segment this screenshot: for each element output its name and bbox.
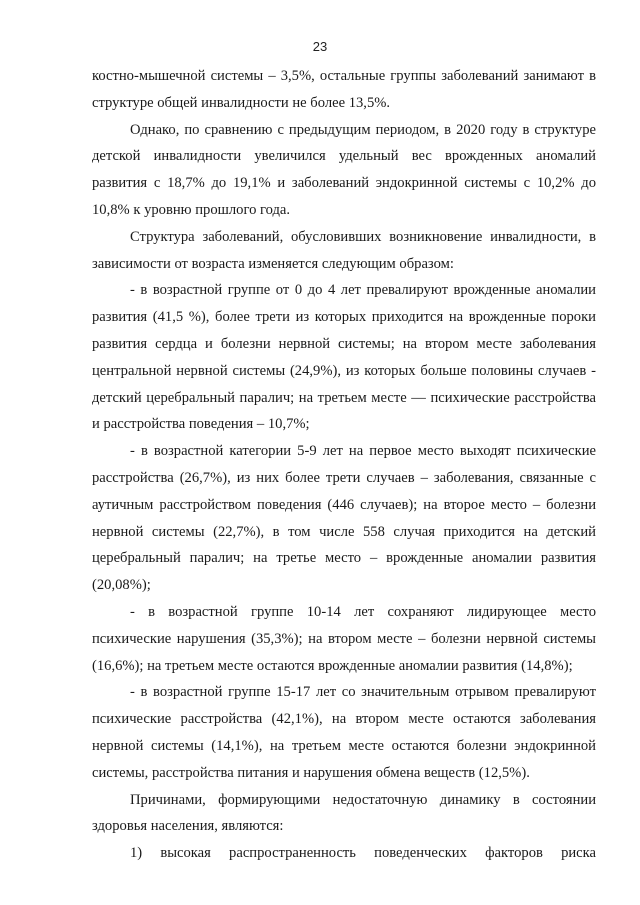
body-text xyxy=(92,63,596,867)
list-item-age-0-4: - в возрастной группе от 0 до 4 лет превалируют врожденные аномалии развития (41,5 %), более трети из которых приходится на врожденные пороки развития сердца и болезни нервной системы; на втором месте заболевания центральной нервной системы (24,9%), из которых больше половины случаев - детский церебральный паралич; на третьем месте — психические расстройства и расстройства поведения – 10,7%; xyxy=(92,282,596,433)
page-number: 23 xyxy=(312,39,328,54)
paragraph-age-structure-intro: Структура заболеваний, обусловивших возникновение инвалидности, в зависимости от возраста изменяется следующим образом: xyxy=(92,228,596,272)
list-item-age-15-17: - в возрастной группе 15-17 лет со значительным отрывом превалируют психические расстройства (42,1%), на втором месте остаются заболевания нервной системы (14,1%), на третьем месте остаются болезни эндокринной системы, расстройства питания и нарушения обмена веществ (12,5%). xyxy=(92,684,596,781)
list-item-cause-1: 1) высокая распространенность поведенческих факторов риска xyxy=(130,845,596,862)
paragraph-structure-change: Однако, по сравнению с предыдущим периодом, в 2020 году в структуре детской инвалидности увеличился удельный вес врожденных аномалий развития с 18,7% до 19,1% и заболеваний эндокринной системы с 10,2% до 10,8% к уровню прошлого года. xyxy=(92,121,596,218)
list-item-age-5-9: - в возрастной категории 5-9 лет на первое место выходят психические расстройства (26,7%), из них более трети случаев – заболевания, связанные с аутичным расстройством поведения (446 случаев); на второе место – болезни нервной системы (22,7%), в том числе 558 случая приходится на детский церебральный паралич; на третье место – врожденные аномалии развития (20,08%); xyxy=(92,443,596,594)
list-item-age-10-14: - в возрастной группе 10-14 лет сохраняют лидирующее место психические нарушения (35,3%); на втором месте – болезни нервной системы (16,6%); на третьем месте остаются врожденные аномалии развития (14,8%); xyxy=(92,603,596,674)
paragraph-continuation: костно-мышечной системы – 3,5%, остальные группы заболеваний занимают в структуре общей инвалидности не более 13,5%. xyxy=(92,68,596,111)
paragraph-causes-intro: Причинами, формирующими недостаточную динамику в состоянии здоровья населения, являются: xyxy=(92,791,596,835)
